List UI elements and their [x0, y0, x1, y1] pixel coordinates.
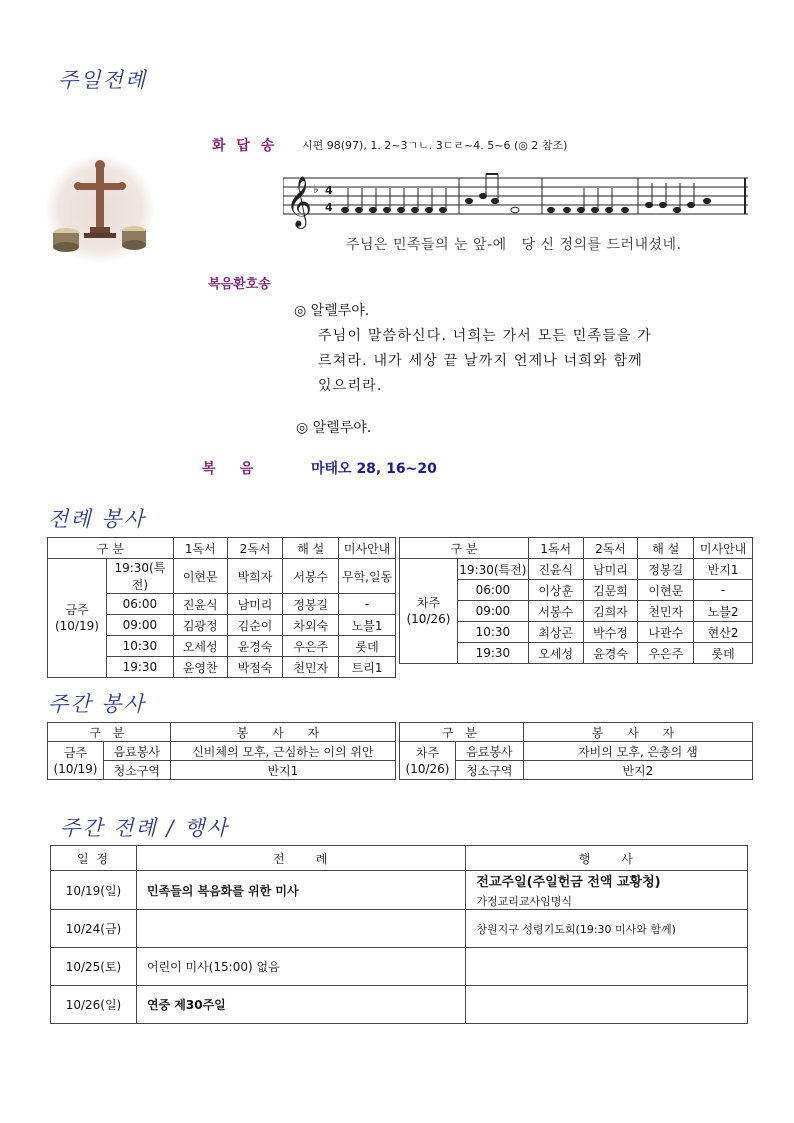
mass-time: 09:00 [457, 601, 528, 622]
table-cell: 서봉수 [283, 559, 339, 594]
table-cell: 윤경숙 [227, 636, 283, 657]
table-cell: 롯데 [339, 636, 396, 657]
table-cell: 박점숙 [227, 657, 283, 678]
mass-time: 19:30 [106, 657, 173, 678]
psalm-label: 화 답 송 [212, 138, 278, 154]
week-label: 금주 (10/19) [48, 742, 104, 780]
svg-text:♭: ♭ [313, 182, 319, 196]
table-cell: 남미리 [583, 559, 638, 580]
col-header: 전 례 [136, 846, 465, 871]
acclamation-response-1: ◎ 알렐루야. [294, 303, 370, 319]
table-cell: 우은주 [283, 636, 339, 657]
table-cell: 천민자 [638, 601, 694, 622]
table-cell: - [339, 594, 396, 615]
weekly-table-next-week [399, 722, 753, 780]
week-label: 차주 (10/26) [400, 742, 456, 780]
event-date: 10/24(금) [51, 910, 137, 948]
mass-time: 10:30 [106, 636, 173, 657]
table-cell: - [694, 580, 753, 601]
table-cell: 롯데 [694, 643, 753, 664]
weekly-service-title: 주간 봉사 [48, 692, 146, 716]
table-cell: 이현문 [173, 559, 227, 594]
col-header: 해 설 [283, 538, 339, 559]
acclamation-response-2: ◎ 알렐루야. [296, 420, 372, 436]
col-header: 해 설 [638, 538, 694, 559]
table-cell: 차외숙 [283, 615, 339, 636]
psalm-reference: 시편 98(97), 1. 2~3ㄱㄴ. 3ㄷㄹ~4. 5~6 (◎ 2 참조) [302, 139, 568, 152]
col-header: 2독서 [227, 538, 283, 559]
table-cell: 현산2 [694, 622, 753, 643]
liturgy-table-this-week [47, 537, 396, 678]
svg-text:𝄞: 𝄞 [286, 176, 313, 227]
table-cell: 노블2 [694, 601, 753, 622]
col-header: 미사안내 [339, 538, 396, 559]
event-date: 10/25(토) [51, 948, 137, 986]
cross-candles-icon [44, 153, 156, 265]
mass-time: 10:30 [457, 622, 528, 643]
event-date: 10/26(일) [51, 986, 137, 1024]
table-cell: 노블1 [339, 615, 396, 636]
col-header: 일 정 [51, 846, 137, 871]
svg-text:4: 4 [325, 201, 333, 214]
table-cell: 박수정 [583, 622, 638, 643]
service-group: 반지2 [523, 761, 752, 780]
table-cell: 트리1 [339, 657, 396, 678]
table-cell: 진윤식 [528, 559, 583, 580]
event-item: 가정교리교사임명식 [476, 895, 573, 908]
col-header: 미사안내 [694, 538, 753, 559]
event-item: 전교주일(주일헌금 전액 교황청) [476, 875, 661, 890]
table-cell: 정봉길 [638, 559, 694, 580]
liturgy-service-title: 전례 봉사 [48, 507, 146, 531]
col-header: 1독서 [173, 538, 227, 559]
week-label: 금주 (10/19) [48, 559, 107, 678]
svg-text:4: 4 [325, 184, 333, 197]
mass-time: 06:00 [106, 594, 173, 615]
events-table [50, 845, 748, 1024]
col-header: 1독서 [528, 538, 583, 559]
table-cell: 진윤식 [173, 594, 227, 615]
gospel-label: 복 음 [202, 461, 254, 477]
table-cell: 서봉수 [528, 601, 583, 622]
table-cell: 정봉길 [283, 594, 339, 615]
table-cell: 최상곤 [528, 622, 583, 643]
table-cell: 무학,일동 [339, 559, 396, 594]
event-liturgy [136, 910, 465, 948]
event-details [466, 871, 748, 910]
col-header: 행 사 [466, 846, 748, 871]
gospel-reference: 마태오 28, 16~20 [311, 461, 437, 477]
table-cell: 윤영찬 [173, 657, 227, 678]
event-item [466, 986, 748, 1024]
col-header: 2독서 [583, 538, 638, 559]
event-item [466, 948, 748, 986]
col-header: 구 분 [400, 723, 524, 742]
table-cell: 남미리 [227, 594, 283, 615]
event-date: 10/19(일) [51, 871, 137, 910]
table-cell: 오세성 [173, 636, 227, 657]
table-cell: 김광정 [173, 615, 227, 636]
weekly-table-this-week [47, 722, 396, 780]
acclamation-verse-3: 있으리라. [318, 378, 383, 394]
acclamation-label: 복음환호송 [208, 277, 271, 292]
col-header: 구 분 [48, 723, 171, 742]
service-type: 음료봉사 [455, 742, 523, 761]
table-cell: 반지1 [694, 559, 753, 580]
service-type: 청소구역 [103, 761, 170, 780]
event-liturgy: 민족들의 복음화를 위한 미사 [136, 871, 465, 910]
mass-time: 09:00 [106, 615, 173, 636]
table-cell: 김희자 [583, 601, 638, 622]
music-staff [283, 166, 748, 236]
col-header: 구 분 [48, 538, 174, 559]
mass-time: 19:30(특전) [457, 559, 528, 580]
table-cell: 이현문 [638, 580, 694, 601]
psalm-lyrics: 주님은 민족들의 눈 앞-에 당 신 정의를 드러내셨네. [346, 237, 682, 253]
acclamation-verse-2: 르쳐라. 내가 세상 끝 날까지 언제나 너희와 함께 [318, 353, 643, 369]
col-header: 구 분 [400, 538, 529, 559]
weekly-events-title: 주간 전례 / 행사 [60, 816, 229, 840]
service-group: 자비의 모후, 은총의 샘 [523, 742, 752, 761]
acclamation-verse-1: 주님이 말씀하신다. 너희는 가서 모든 민족들을 가 [318, 328, 653, 344]
table-cell: 오세성 [528, 643, 583, 664]
mass-time: 19:30 [457, 643, 528, 664]
col-header: 봉 사 자 [170, 723, 395, 742]
week-label: 차주 (10/26) [400, 559, 458, 664]
service-group: 반지1 [170, 761, 395, 780]
service-type: 청소구역 [455, 761, 523, 780]
event-liturgy: 연중 제30주일 [136, 986, 465, 1024]
table-cell: 박희자 [227, 559, 283, 594]
table-cell: 김순이 [227, 615, 283, 636]
mass-time: 19:30(특전) [106, 559, 173, 594]
event-liturgy: 어린이 미사(15:00) 없음 [136, 948, 465, 986]
service-group: 신비체의 모후, 근심하는 이의 위안 [170, 742, 395, 761]
mass-time: 06:00 [457, 580, 528, 601]
table-cell: 김문희 [583, 580, 638, 601]
table-cell: 윤경숙 [583, 643, 638, 664]
table-cell: 우은주 [638, 643, 694, 664]
table-cell: 나관수 [638, 622, 694, 643]
event-item: 창원지구 성령기도회(19:30 미사와 함께) [466, 910, 748, 948]
col-header: 봉 사 자 [523, 723, 752, 742]
table-cell: 천민자 [283, 657, 339, 678]
page-title: 주일전례 [58, 68, 148, 92]
liturgy-table-next-week [399, 537, 753, 664]
table-cell: 이상훈 [528, 580, 583, 601]
service-type: 음료봉사 [103, 742, 170, 761]
